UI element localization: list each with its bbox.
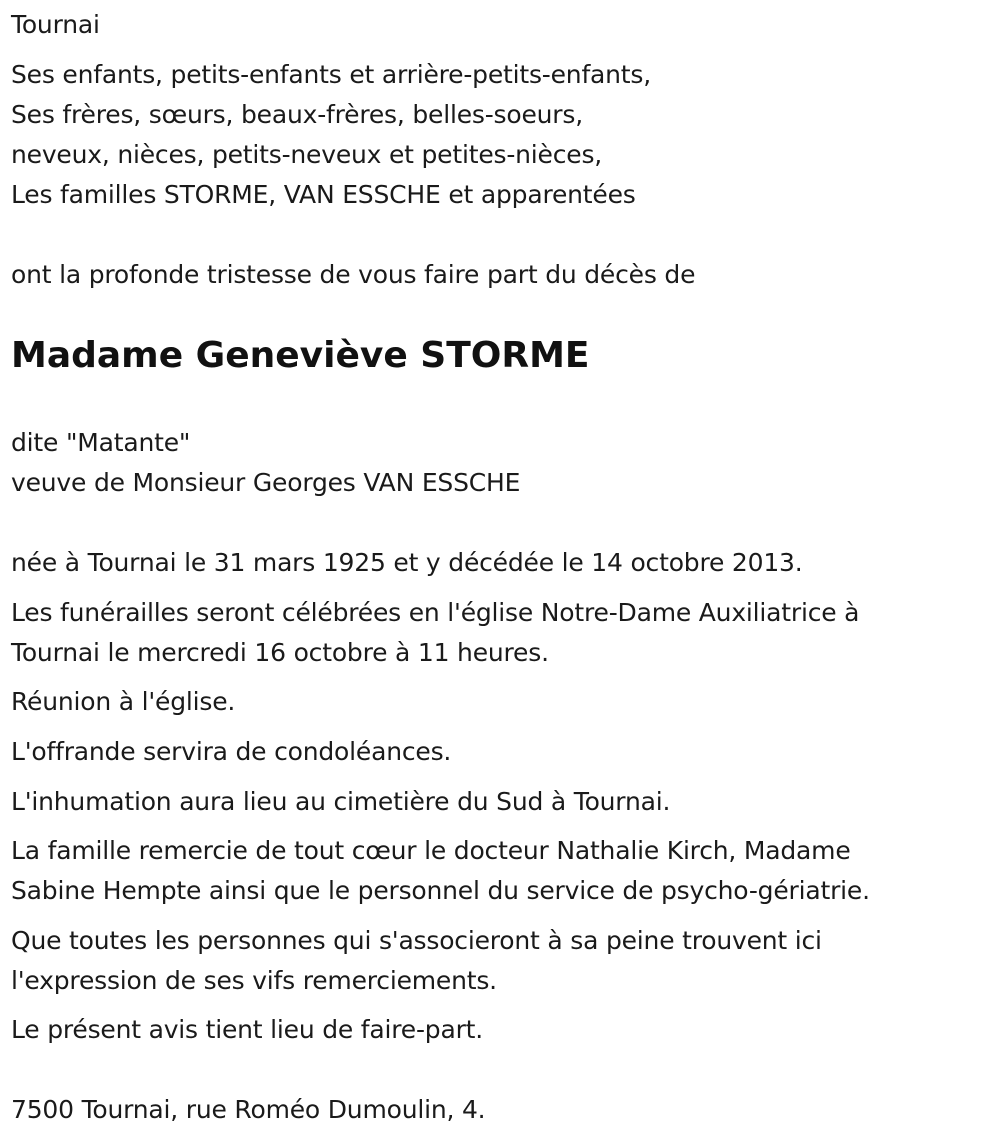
birth-death-text: née à Tournai le 31 mars 1925 et y décédée le 14 octobre 2013. [11, 548, 803, 577]
funeral-line-2: Tournai le mercredi 16 octobre à 11 heures. [11, 638, 549, 667]
family-line-3: neveux, nièces, petits-neveux et petites-nièces, [11, 140, 603, 169]
deceased-name: Madame Geneviève STORME [11, 335, 590, 376]
reunion-text: Réunion à l'église. [11, 687, 236, 716]
place-heading: Tournai [11, 10, 100, 39]
associates-line-1: Que toutes les personnes qui s'associeront à sa peine trouvent ici [11, 926, 822, 955]
nickname-text: dite "Matante" [11, 428, 191, 457]
associates-line-2: l'expression de ses vifs remerciements. [11, 966, 497, 995]
burial-text: L'inhumation aura lieu au cimetière du Sud à Tournai. [11, 787, 671, 816]
family-line-1: Ses enfants, petits-enfants et arrière-petits-enfants, [11, 60, 651, 89]
announcement-text: ont la profonde tristesse de vous faire part du décès de [11, 260, 696, 289]
family-line-4: Les familles STORME, VAN ESSCHE et apparentées [11, 180, 636, 209]
address-text: 7500 Tournai, rue Roméo Dumoulin, 4. [11, 1095, 486, 1124]
offering-text: L'offrande servira de condoléances. [11, 737, 452, 766]
thanks-line-2: Sabine Hempte ainsi que le personnel du service de psycho-gériatrie. [11, 876, 870, 905]
thanks-line-1: La famille remercie de tout cœur le docteur Nathalie Kirch, Madame [11, 836, 851, 865]
funeral-line-1: Les funérailles seront célébrées en l'église Notre-Dame Auxiliatrice à [11, 598, 860, 627]
notice-text: Le présent avis tient lieu de faire-part. [11, 1015, 484, 1044]
widow-of-text: veuve de Monsieur Georges VAN ESSCHE [11, 468, 521, 497]
family-line-2: Ses frères, sœurs, beaux-frères, belles-soeurs, [11, 100, 583, 129]
